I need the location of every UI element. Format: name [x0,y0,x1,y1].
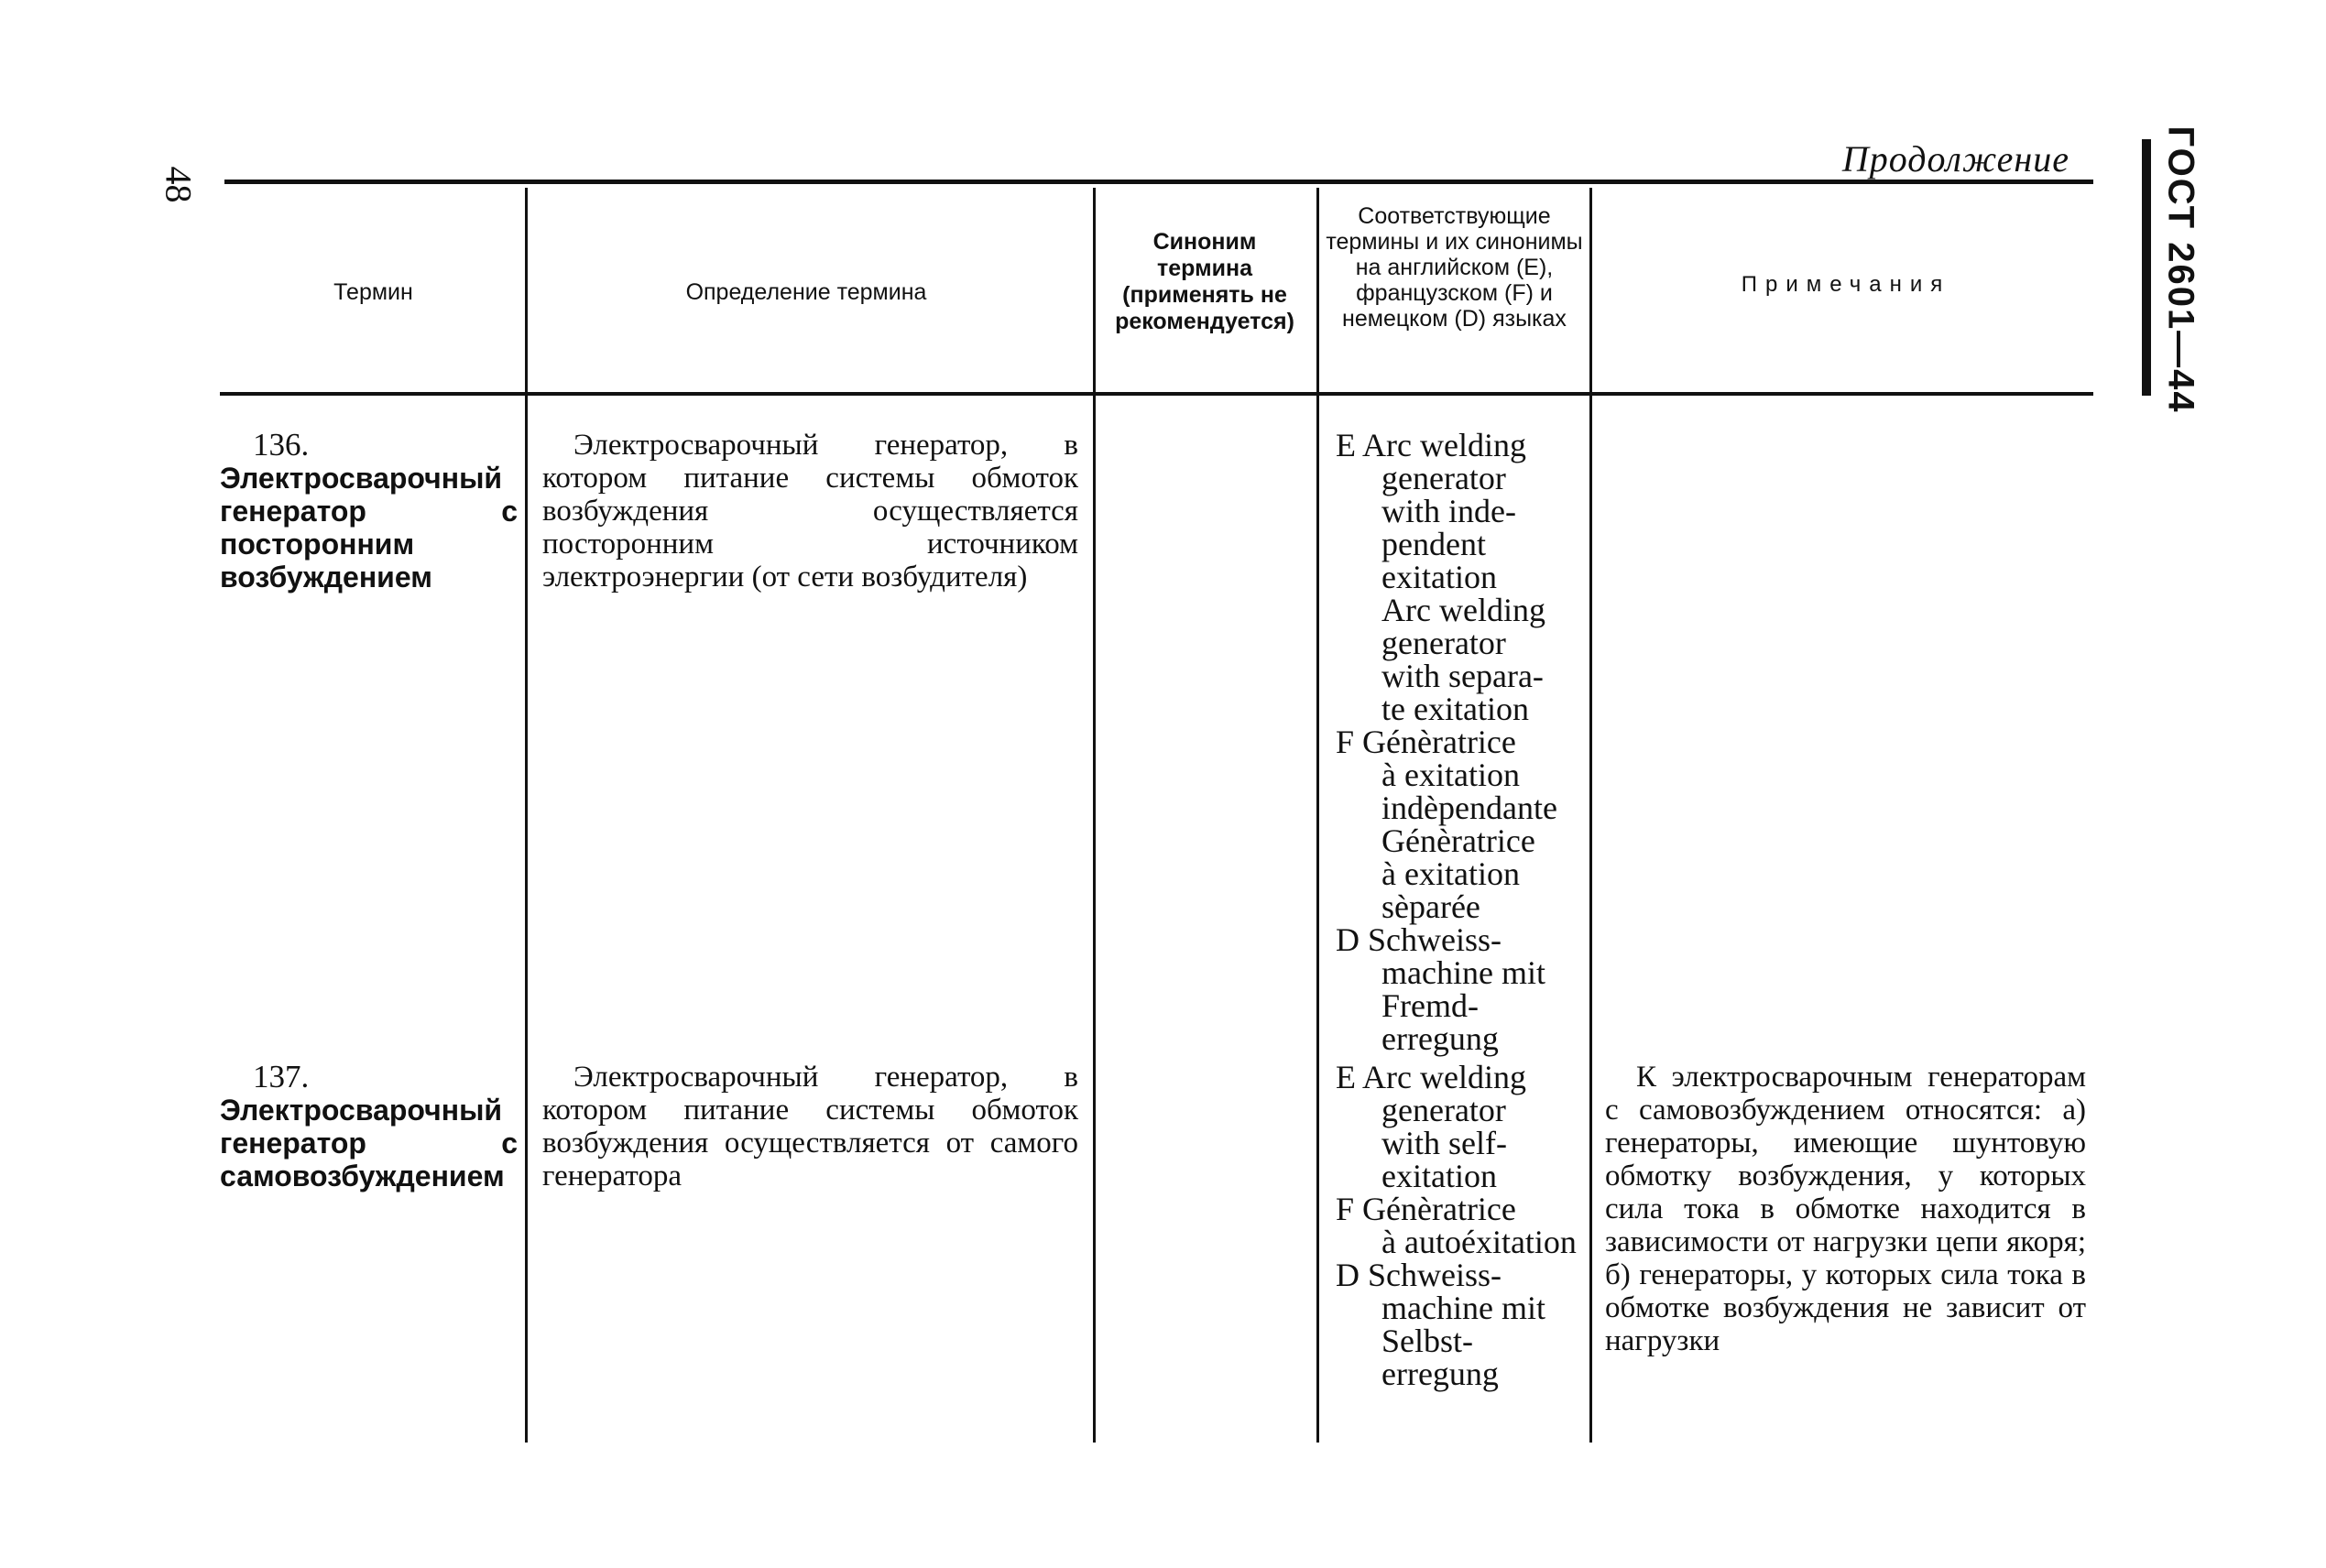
equivalent-line: pendent [1381,526,1486,562]
term-name-136: Электросварочный генератор с посторонним возбуждением [220,462,518,593]
header-notes: Примечания [1741,272,1951,297]
equivalent-line: à autoéxitation [1381,1224,1577,1260]
standard-code-text: ГОСТ 2601—44 [2160,125,2201,414]
table-row-136-equivalents [1336,429,1588,1055]
page-number: 48 [158,166,200,203]
equivalent-line: erregung [1381,1356,1499,1392]
table-header-rule [220,392,2093,396]
table-row-136-term [220,429,518,593]
table-top-rule [224,180,2093,184]
header-term: Термин [333,279,413,305]
equivalent-line: erregung [1381,1020,1499,1057]
term-number-137: 137. [253,1059,310,1094]
equivalent-line: machine mit [1381,954,1545,991]
definition-136: Электросварочный генератор, в котором питание системы обмоток возбуждения осуществляется посторонним источником электроэнергии (от сети возбудителя) [542,429,1078,593]
header-definition: Определение термина [685,279,927,305]
column-divider-1 [525,188,528,1443]
column-divider-2 [1093,188,1096,1443]
column-divider-3 [1316,188,1319,1443]
column-divider-4 [1589,188,1592,1443]
equivalent-line: D Schweiss- [1336,921,1502,958]
equivalent-line: D Schweiss- [1336,1257,1502,1293]
table-row-137-term [220,1061,518,1192]
table-row-137-notes [1605,1061,2086,1357]
equivalent-line: exitation [1381,1158,1497,1194]
equivalent-line: machine mit [1381,1290,1545,1326]
header-synonym: Синоним термина (применять не рекомендуется) [1115,229,1294,334]
continuation-label: Продолжение [1841,138,2069,180]
definition-137: Электросварочный генератор, в котором питание системы обмоток возбуждения осуществляется от самого генератора [542,1061,1078,1192]
equivalent-line: à exitation [1381,757,1520,793]
equivalent-line: F Génèratrice [1336,724,1516,760]
equivalent-line: E Arc welding [1336,427,1526,463]
equivalent-line: Selbst- [1381,1323,1474,1359]
standard-code [2148,125,2212,414]
equivalent-line: Arc welding [1381,592,1545,628]
equivalent-line: generator [1381,625,1506,661]
equivalent-line: sèparée [1381,888,1480,925]
equivalent-line: F Génèratrice [1336,1191,1516,1227]
table-row-137-equivalents [1336,1061,1588,1390]
notes-137: К электросварочным генераторам с самовозбуждением относятся: а) генераторы, имеющие шунтовую обмотку возбуждения, у которых сила тока в обмотке находится в зависимости от нагрузки цепи якоря; б) генераторы, у которых сила тока в обмотке возбуждения не зависит от нагрузки [1605,1061,2086,1357]
equivalent-line: te exitation [1381,691,1529,727]
equivalent-line: E Arc welding [1336,1059,1526,1095]
equivalent-line: generator [1381,460,1506,496]
table-row-136-definition [542,429,1078,593]
equivalent-line: indèpendante [1381,789,1557,826]
term-number-136: 136. [253,427,310,463]
equivalent-line: with self- [1381,1125,1507,1161]
equivalent-line: Fremd- [1381,987,1479,1024]
term-name-137: Электросварочный генератор с самовозбуждением [220,1094,518,1192]
equivalent-line: generator [1381,1092,1506,1128]
equivalent-line: à exitation [1381,855,1520,892]
equivalent-line: with inde- [1381,493,1516,529]
equivalent-line: Génèratrice [1381,822,1535,859]
equivalent-line: with separa- [1381,658,1544,694]
header-equivalents: Соответствующие термины и их синонимы на английском (Е), французском (F) и немецком (D) языках [1326,203,1583,332]
table-row-137-definition [542,1061,1078,1192]
equivalent-line: exitation [1381,559,1497,595]
